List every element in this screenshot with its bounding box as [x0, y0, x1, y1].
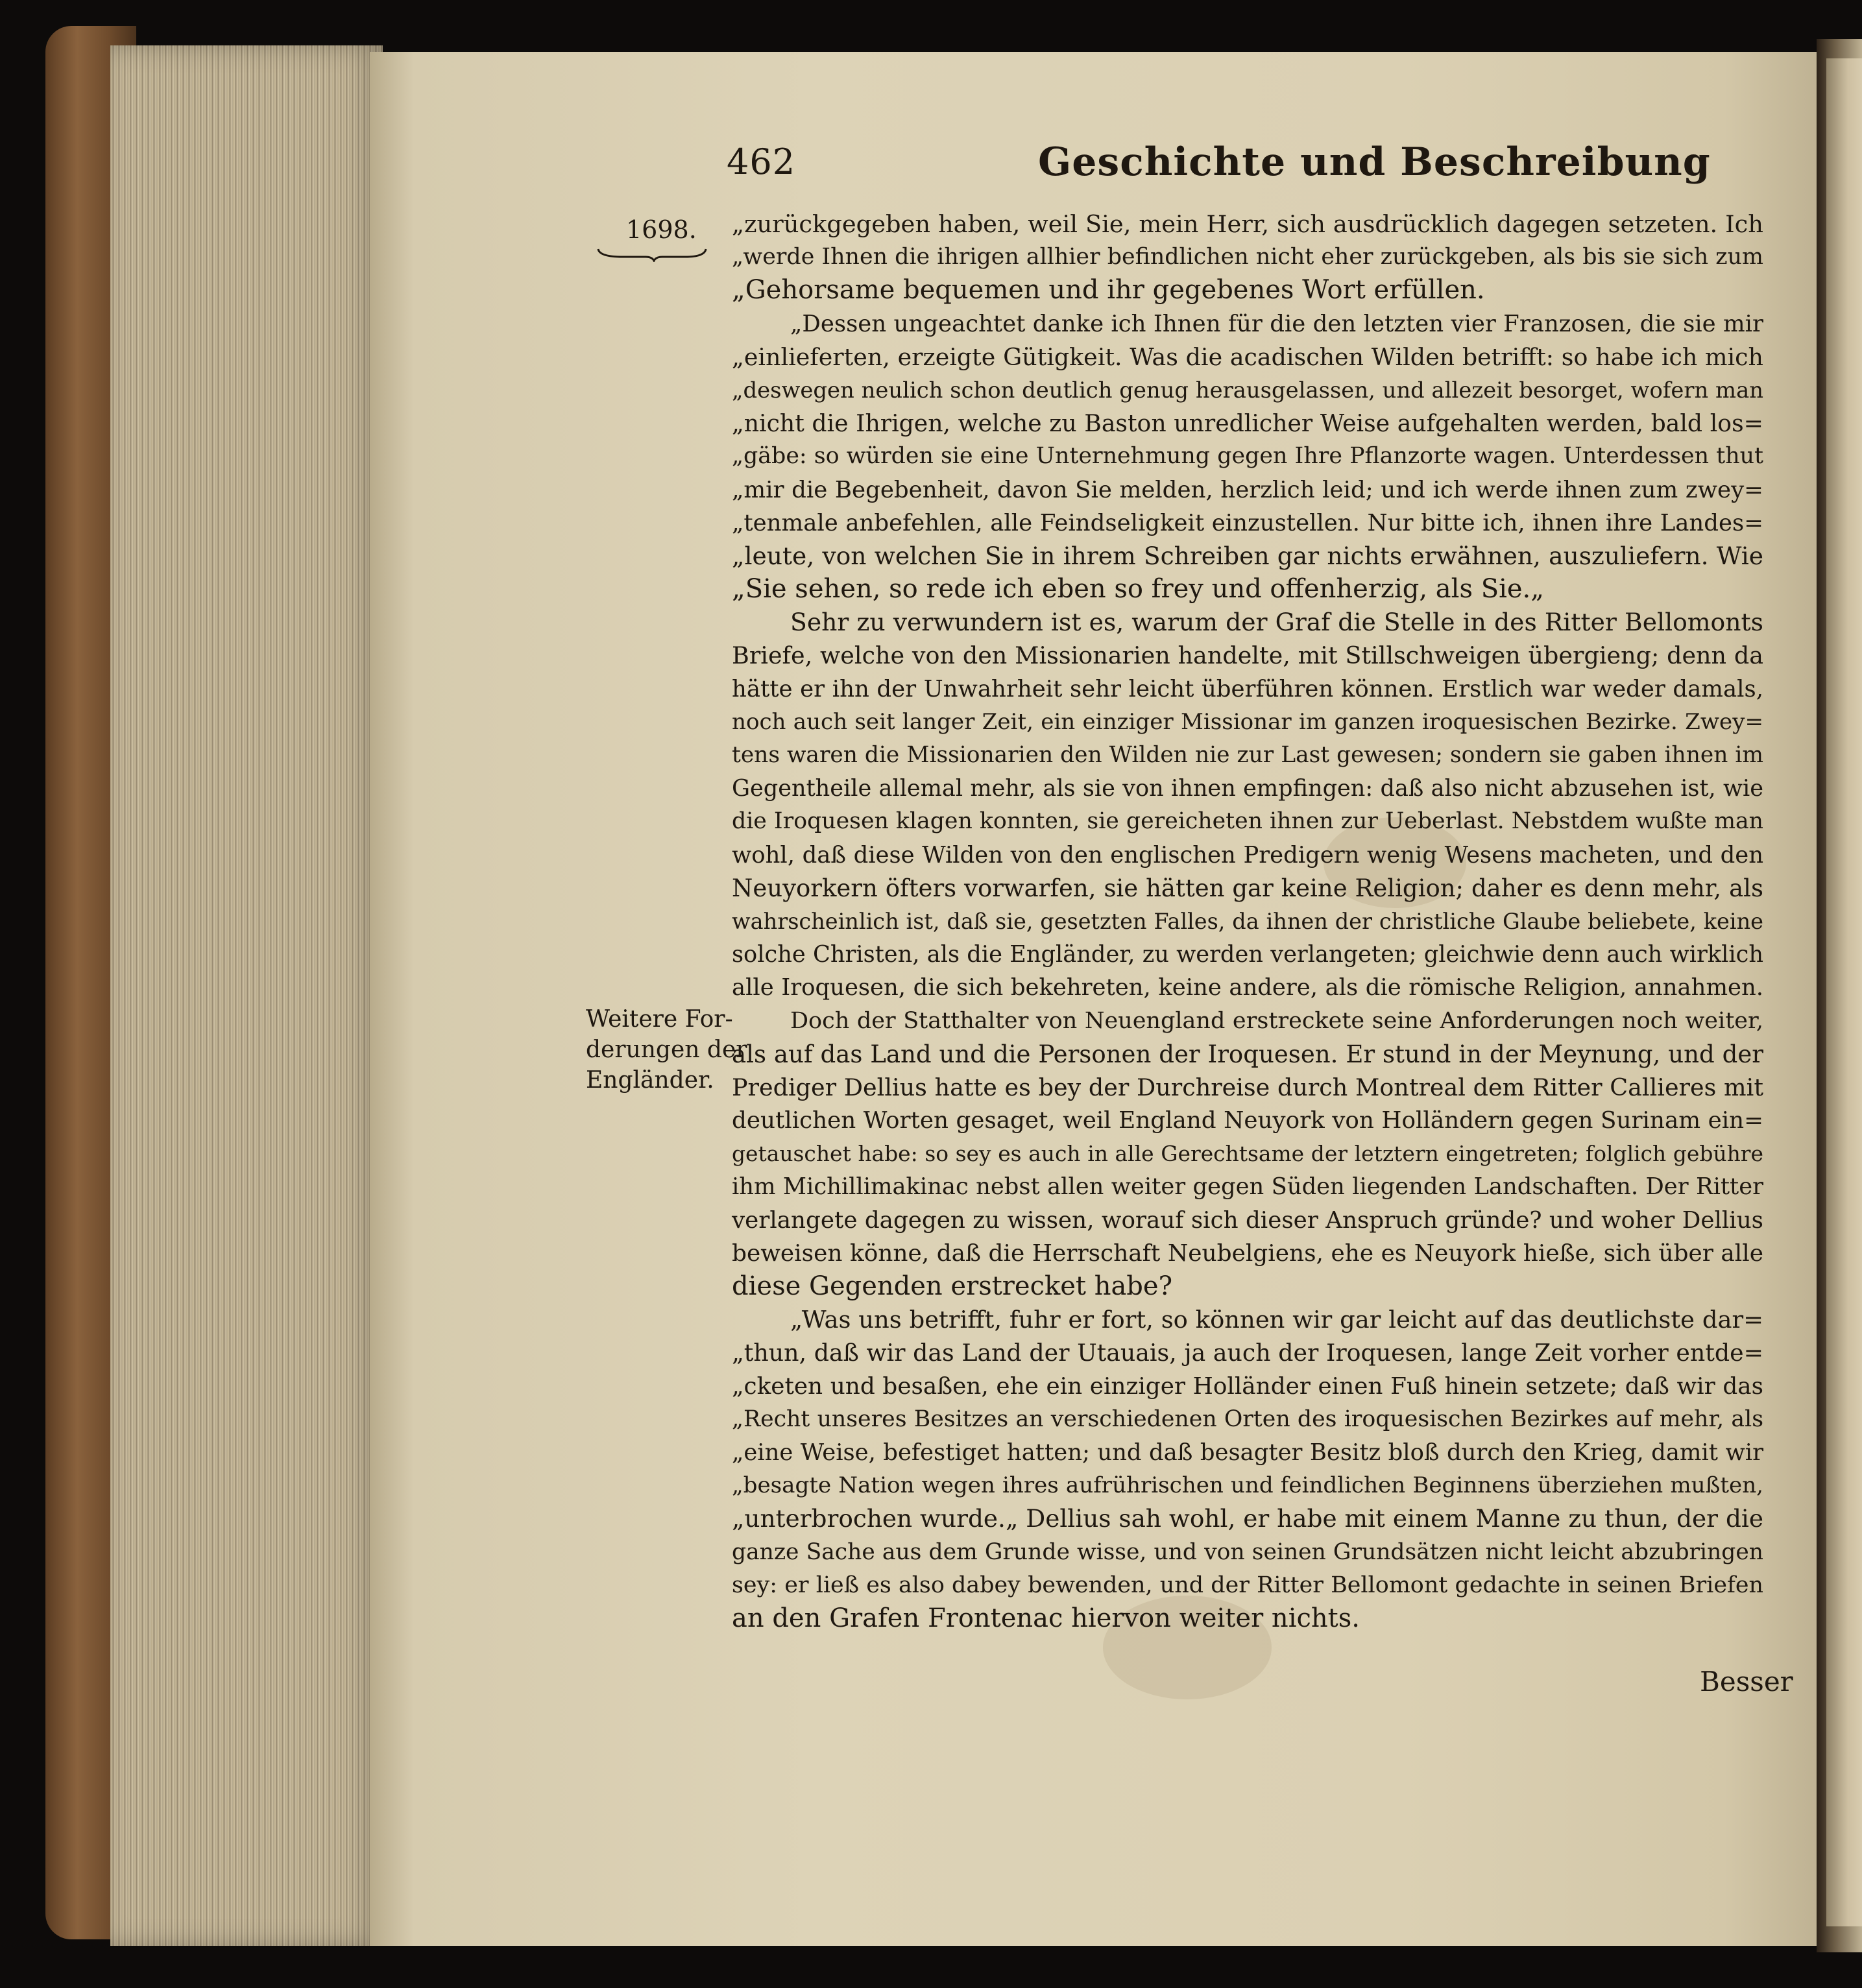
- text-line: „einlieferten, erzeigte Gütigkeit. Was die acadischen Wilden betrifft: so habe ich mich: [732, 342, 1763, 371]
- body-text: [732, 208, 1763, 1635]
- text-line: beweisen könne, daß die Herrschaft Neubelgiens, ehe es Neuyork hieße, sich über alle: [732, 1240, 1763, 1267]
- text-line: wahrscheinlich ist, daß sie, gesetzten Falles, da ihnen der christliche Glaube beliebete, keine: [732, 908, 1763, 934]
- text-line: ganze Sache aus dem Grunde wisse, und von seinen Grundsätzen nicht leicht abzubringen: [732, 1539, 1763, 1565]
- text-line: „cketen und besaßen, ehe ein einziger Holländer einen Fuß hinein setzete; daß wir das: [732, 1372, 1763, 1400]
- page-stack-edges: [110, 45, 383, 1946]
- text-line: wohl, daß diese Wilden von den englischen Predigern wenig Wesens macheten, und den: [732, 841, 1763, 868]
- margin-note-line: derungen der: [586, 1036, 747, 1063]
- text-line: noch auch seit langer Zeit, ein einziger Missionar im ganzen iroquesischen Bezirke. Zwey=: [732, 708, 1763, 735]
- text-line: „mir die Begebenheit, davon Sie melden, herzlich leid; und ich werde ihnen zum zwey=: [732, 476, 1763, 503]
- text-line: „Was uns betrifft, fuhr er fort, so können wir gar leicht auf das deutlichste dar=: [790, 1306, 1763, 1334]
- margin-note-line: Engländer.: [586, 1067, 714, 1094]
- text-line: deutlichen Worten gesaget, weil England Neuyork von Holländern gegen Surinam ein=: [732, 1107, 1763, 1134]
- text-line: „Gehorsame bequemen und ihr gegebenes Wort erfüllen.: [732, 275, 1485, 305]
- catchword: Besser: [1700, 1666, 1793, 1697]
- text-line: „Sie sehen, so rede ich eben so frey und offenherzig, als Sie.„: [732, 574, 1544, 605]
- text-line: „besagte Nation wegen ihres aufrührischen und feindlichen Beginnens überziehen mußten,: [732, 1472, 1763, 1499]
- text-line: die Iroquesen klagen konnten, sie gereicheten ihnen zur Ueberlast. Nebstdem wußte man: [732, 808, 1763, 835]
- text-line: alle Iroquesen, die sich bekehreten, keine andere, als die römische Religion, annahmen.: [732, 974, 1763, 1001]
- year-brace-icon: [597, 248, 707, 262]
- margin-note-line: Weitere For-: [586, 1006, 733, 1033]
- text-line: verlangete dagegen zu wissen, worauf sich dieser Anspruch gründe? und woher Dellius: [732, 1206, 1763, 1234]
- text-line: Sehr zu verwundern ist es, warum der Graf die Stelle in des Ritter Bellomonts: [790, 608, 1763, 637]
- text-line: hätte er ihn der Unwahrheit sehr leicht überführen können. Erstlich war weder damals,: [732, 675, 1763, 702]
- text-line: Gegentheile allemal mehr, als sie von ihnen empfingen: daß also nicht abzusehen ist, wie: [732, 775, 1763, 802]
- text-line: Neuyorkern öfters vorwarfen, sie hätten gar keine Religion; daher es denn mehr, als: [732, 874, 1763, 902]
- margin-note: [586, 1004, 747, 1096]
- text-line: solche Christen, als die Engländer, zu werden verlangeten; gleichwie denn auch wirklich: [732, 941, 1763, 968]
- text-line: als auf das Land und die Personen der Iroquesen. Er stund in der Meynung, und der: [732, 1040, 1763, 1068]
- text-line: sey: er ließ es also dabey bewenden, und der Ritter Bellomont gedachte in seinen Briefen: [732, 1572, 1763, 1598]
- text-line: Prediger Dellius hatte es bey der Durchreise durch Montreal dem Ritter Callieres mit: [732, 1073, 1763, 1101]
- text-line: „werde Ihnen die ihrigen allhier befindlichen nicht eher zurückgeben, als bis sie sich zum: [732, 244, 1763, 270]
- text-line: diese Gegenden erstrecket habe?: [732, 1271, 1173, 1301]
- text-line: „unterbrochen wurde.„ Dellius sah wohl, er habe mit einem Manne zu thun, der die: [732, 1504, 1763, 1533]
- running-title: Geschichte und Beschreibung: [1038, 139, 1711, 185]
- facing-page-edge: [1826, 58, 1862, 1926]
- text-line: „eine Weise, befestiget hatten; und daß besagter Besitz bloß durch den Krieg, damit wir: [732, 1439, 1763, 1466]
- text-line: „zurückgegeben haben, weil Sie, mein Herr, sich ausdrücklich dagegen setzeten. Ich: [732, 210, 1763, 238]
- text-line: „thun, daß wir das Land der Utauais, ja auch der Iroquesen, lange Zeit vorher entde=: [732, 1339, 1763, 1367]
- text-line: „Dessen ungeachtet danke ich Ihnen für die den letzten vier Franzosen, die sie mir: [790, 310, 1763, 337]
- text-line: „deswegen neulich schon deutlich genug herausgelassen, und allezeit besorget, wofern man: [732, 377, 1763, 403]
- text-line: Briefe, welche von den Missionarien handelte, mit Stillschweigen übergieng; denn da: [732, 641, 1763, 670]
- text-line: „tenmale anbefehlen, alle Feindseligkeit einzustellen. Nur bitte ich, ihnen ihre Landes=: [732, 509, 1763, 536]
- text-line: an den Grafen Frontenac hiervon weiter nichts.: [732, 1603, 1360, 1633]
- text-line: getauschet habe: so sey es auch in alle Gerechtsame der letztern eingetreten; folglich gebühre: [732, 1141, 1763, 1167]
- page-number: 462: [727, 141, 796, 182]
- text-line: tens waren die Missionarien den Wilden nie zur Last gewesen; sondern sie gaben ihnen im: [732, 742, 1763, 768]
- text-line: „leute, von welchen Sie in ihrem Schreiben gar nichts erwähnen, auszuliefern. Wie: [732, 541, 1763, 570]
- text-line: „nicht die Ihrigen, welche zu Baston unredlicher Weise aufgehalten werden, bald los=: [732, 409, 1763, 438]
- margin-year: 1698.: [626, 215, 697, 244]
- text-line: „gäbe: so würden sie eine Unternehmung gegen Ihre Pflanzorte wagen. Unterdessen thut: [732, 443, 1763, 470]
- text-line: „Recht unseres Besitzes an verschiedenen Orten des iroquesischen Bezirkes auf mehr, als: [732, 1406, 1763, 1432]
- text-line: ihm Michillimakinac nebst allen weiter gegen Süden liegenden Landschaften. Der Ritter: [732, 1173, 1763, 1201]
- text-line: Doch der Statthalter von Neuengland erstreckete seine Anforderungen noch weiter,: [790, 1007, 1763, 1034]
